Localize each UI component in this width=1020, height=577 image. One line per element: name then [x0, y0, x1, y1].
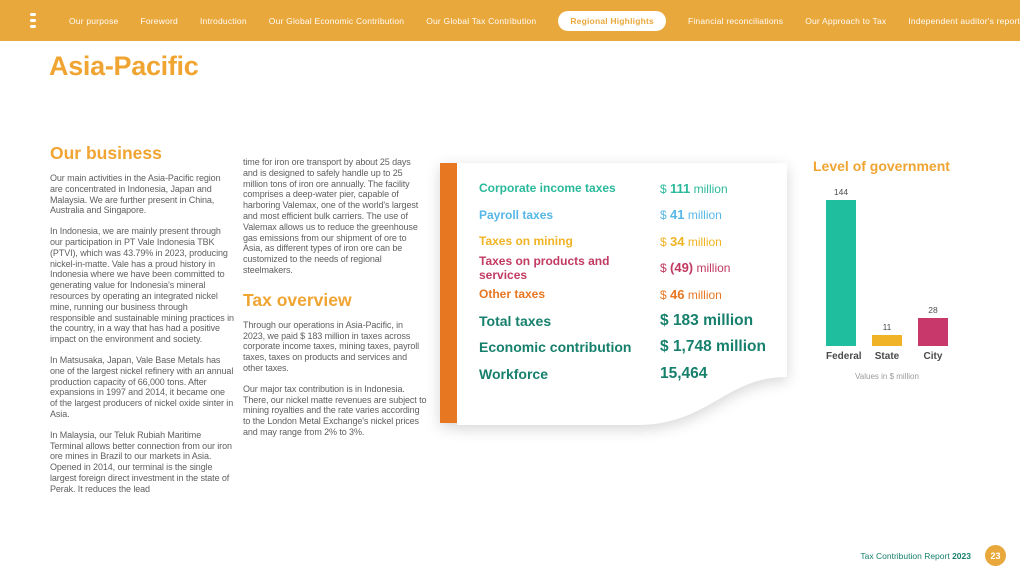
summary-row-value: $ (49) million: [660, 260, 731, 276]
nav-item-our-global-economic-contribution[interactable]: Our Global Economic Contribution: [268, 15, 405, 26]
accent-stripe: [440, 163, 457, 423]
nav-item-introduction[interactable]: Introduction: [199, 15, 247, 26]
tax-summary-rows: [479, 175, 779, 387]
page-number-badge: 23: [985, 545, 1006, 566]
paragraph: Our main activities in the Asia-Pacific region are concentrated in Indonesia, Japan and Malaysia. We are further present in China, Australia and Singapore.: [50, 173, 221, 216]
summary-row-payroll-taxes: [479, 202, 779, 229]
paragraph: In Indonesia, we are mainly present through our participation in PT Vale Indonesia TBK (PTVI), which was 43.79% in 2023, producing nickel-in-matte. Vale has a proud history in Indonesia where we have been committed to generating value for Indonesia's mineral resources by operating an integrated nickel mine, running our business through responsible and sustainable mining practices in the country, in a way that has had a positive impact on the environment and society.: [50, 226, 234, 345]
summary-row-label: Payroll taxes: [479, 207, 554, 222]
level-of-government-chart: [808, 158, 966, 381]
nav-item-financial-reconciliations[interactable]: Financial reconciliations: [687, 15, 784, 26]
summary-row-label: Other taxes: [479, 287, 546, 302]
summary-row-total-taxes: [479, 308, 779, 335]
summary-row-value: $ 111 million: [660, 180, 728, 196]
bar-rect: [872, 335, 902, 346]
bar-city: [918, 305, 948, 346]
bar-value-label: 144: [833, 187, 849, 197]
summary-row-label: Taxes on mining: [479, 234, 573, 249]
chart-title: Level of government: [813, 158, 950, 174]
summary-row-label: Corporate income taxes: [479, 181, 616, 196]
nav-item-foreword[interactable]: Foreword: [140, 15, 178, 26]
summary-row-other-taxes: [479, 281, 779, 308]
chart-bars: [808, 180, 966, 346]
paragraph: In Malaysia, our Teluk Rubiah Maritime Terminal allows better connection from our iron ore mines in Brazil to our markets in Asia. Opened in 2014, our terminal is the single largest foreign direct investment in the state of Perak. It reduces the lead: [50, 429, 232, 494]
our-business-heading: Our business: [50, 143, 162, 163]
bar-category-label: City: [923, 351, 943, 362]
tax-overview-text: [243, 320, 427, 438]
summary-row-workforce: [479, 361, 779, 388]
business-text-continuation: time for iron ore transport by about 25 days and is designed to safely handle up to 25 million tons of iron ore annually. The facility comprises a deep-water pier, capable of harboring Valemax, one of the world's largest and most efficient bulk carriers. The use of Valemax allows us to reduce the greenhouse gas emissions from our shipment of ore to Asia, as different types of iron ore can be customized to the needs of regional steelmakers.: [243, 157, 419, 275]
paragraph: In Matsusaka, Japan, Vale Base Metals has one of the largest nickel refinery with an annual production capacity of 66,000 tons. After expansions in 1997 and 2014, it became one of the largest producers of nickel oxide sinter in Asia.: [50, 354, 234, 419]
paragraph: Our major tax contribution is in Indonesia. There, our nickel matte revenues are subject to mining royalties and the rate varies according to the London Metal Exchange's nickel prices and may range from 2% to 3%.: [243, 383, 427, 437]
our-business-section: [50, 143, 234, 505]
page-footer: [860, 545, 1006, 566]
bar-category-label: Federal: [826, 351, 862, 362]
summary-row-taxes-on-mining: [479, 228, 779, 255]
our-business-text: [50, 173, 234, 495]
nav-item-regional-highlights[interactable]: Regional Highlights: [558, 11, 666, 31]
summary-row-value: $ 183 million: [660, 311, 754, 329]
nav-items: [69, 11, 1020, 31]
bar-category-label: State: [874, 351, 900, 362]
bar-federal: [826, 187, 856, 346]
paragraph: Through our operations in Asia-Pacific, in 2023, we paid $ 183 million in taxes across corporate income taxes, mining taxes, payroll taxes, taxes on products and services and other taxes.: [243, 319, 420, 373]
page-title: Asia-Pacific: [49, 51, 199, 81]
second-text-column: [243, 157, 427, 448]
summary-row-economic-contribution: [479, 334, 779, 361]
bar-rect: [826, 200, 856, 346]
summary-row-label: Economic contribution: [479, 339, 632, 356]
menu-icon[interactable]: [30, 10, 36, 31]
summary-row-taxes-on-products-and-services: [479, 255, 779, 282]
summary-row-label: Workforce: [479, 365, 548, 382]
nav-item-our-approach-to-tax[interactable]: Our Approach to Tax: [805, 15, 887, 26]
summary-row-value: 15,464: [660, 364, 708, 382]
top-nav: [0, 0, 1020, 41]
summary-row-value: $ 41 million: [660, 207, 722, 223]
summary-row-value: $ 1,748 million: [660, 338, 766, 356]
chart-category-labels: [808, 351, 966, 362]
footer-report-name: Tax Contribution Report 2023: [860, 550, 971, 561]
summary-row-corporate-income-taxes: [479, 175, 779, 202]
nav-item-our-global-tax-contribution[interactable]: Our Global Tax Contribution: [426, 15, 537, 26]
summary-row-value: $ 34 million: [660, 233, 722, 249]
bar-rect: [918, 318, 948, 346]
tax-overview-heading: Tax overview: [243, 289, 352, 310]
bar-value-label: 28: [928, 305, 938, 315]
nav-item-our-purpose[interactable]: Our purpose: [69, 15, 119, 26]
chart-caption: Values in $ million: [855, 372, 919, 381]
summary-row-label: Taxes on products and services: [479, 253, 610, 282]
summary-row-label: Total taxes: [479, 312, 552, 329]
nav-item-independent-auditor-s-report[interactable]: Independent auditor's report: [908, 15, 1020, 26]
summary-row-value: $ 46 million: [660, 286, 722, 302]
bar-value-label: 11: [882, 322, 892, 332]
bar-state: [872, 322, 902, 346]
